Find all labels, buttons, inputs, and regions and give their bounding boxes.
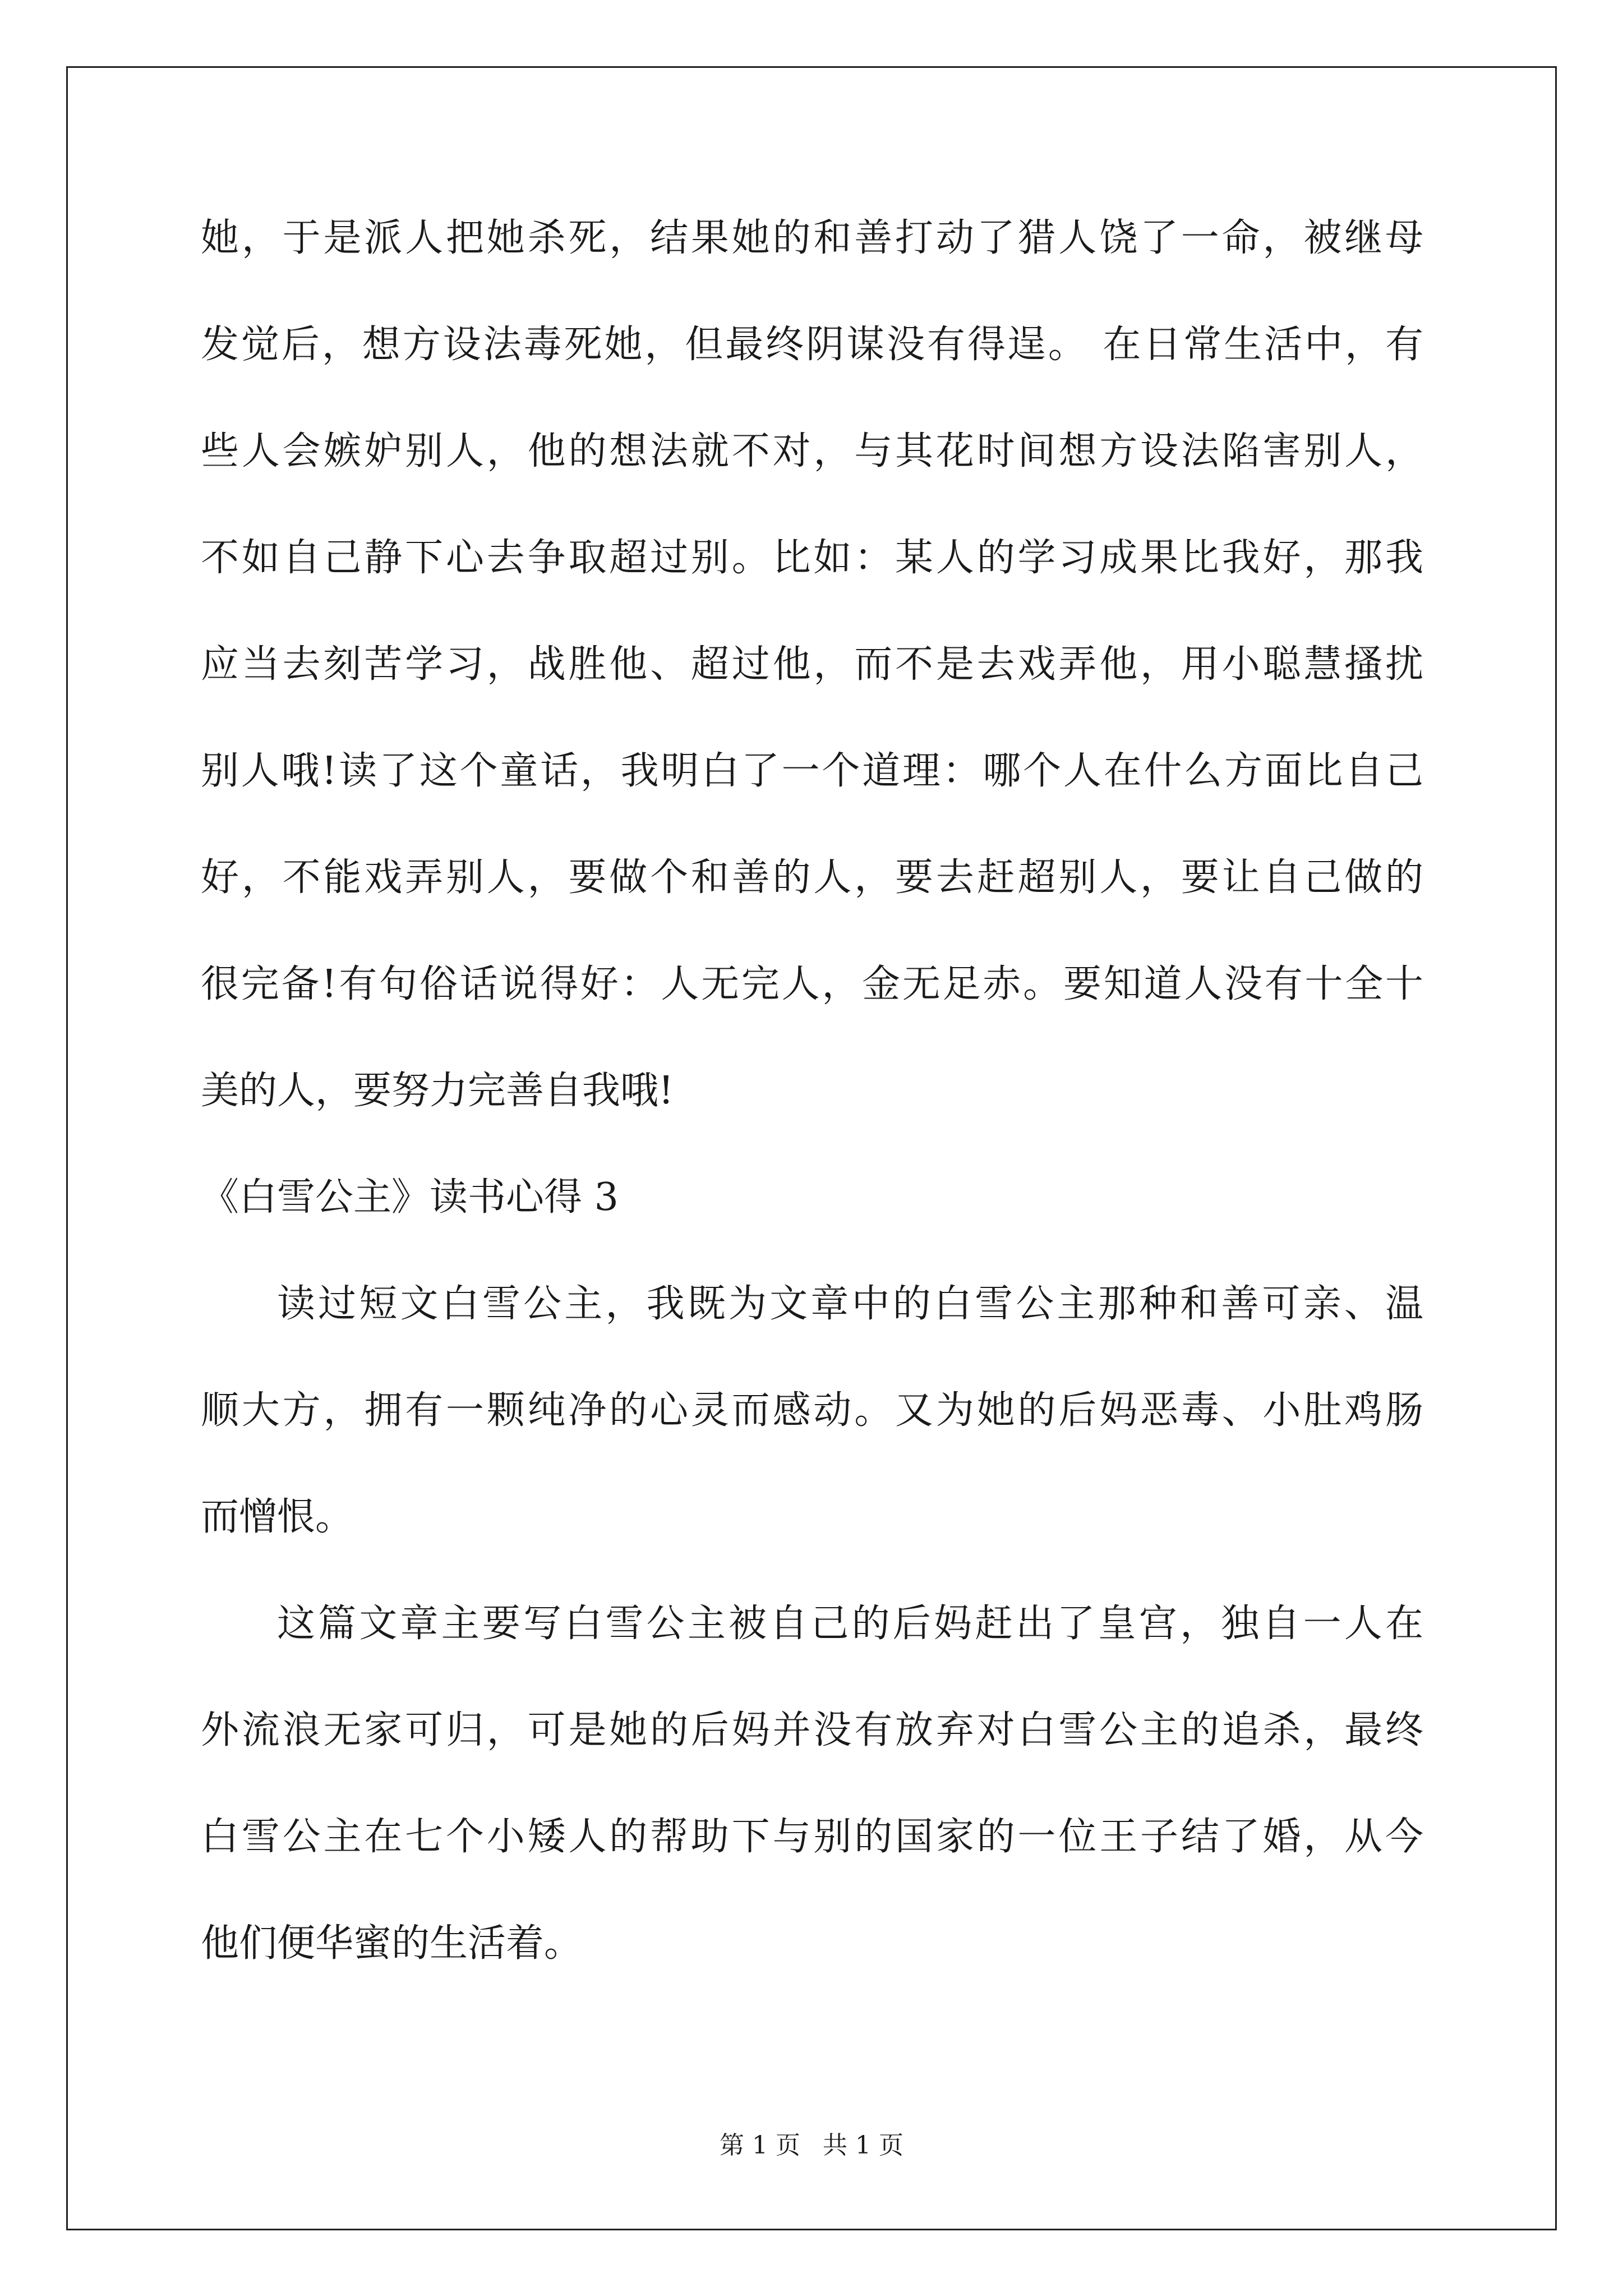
paragraph-3 [201,1571,1423,1997]
text-line: 发觉后，想方设法毒死她，但最终阴谋没有得逞。 在日常生活中，有 [201,323,1423,367]
text-line: 很完备!有句俗话说得好：人无完人，金无足赤。要知道人没有十全十 [201,962,1423,1006]
text-line: 顺大方，拥有一颗纯净的心灵而感动。又为她的后妈恶毒、小肚鸡肠 [201,1388,1423,1433]
text-line: 而憎恨。 [201,1495,354,1539]
text-line: 不如自己静下心去争取超过别。比如：某人的学习成果比我好，那我 [201,536,1423,580]
text-line: 些人会嫉妒别人，他的想法就不对，与其花时间想方设法陷害别人， [201,429,1423,473]
page-number: 第 1 页 [720,2131,800,2160]
document-body [201,185,1423,1997]
text-line: 这篇文章主要写白雪公主被自己的后妈赶出了皇宫，独自一人在 [277,1602,1423,1646]
text-line: 白雪公主在七个小矮人的帮助下与别的国家的一位王子结了婚，从今 [201,1815,1423,1859]
text-line: 好，不能戏弄别人，要做个和善的人，要去赶超别人，要让自己做的 [201,855,1423,900]
text-line: 她，于是派人把她杀死，结果她的和善打动了猎人饶了一命，被继母 [201,216,1423,260]
text-line: 别人哦!读了这个童话，我明白了一个道理：哪个人在什么方面比自己 [201,749,1423,793]
text-line: 他们便华蜜的生活着。 [201,1921,583,1966]
page-footer [0,2129,1623,2162]
paragraph-2 [201,1251,1423,1571]
section-heading: 《白雪公主》读书心得 3 [201,1175,619,1220]
text-line: 应当去刻苦学习，战胜他、超过他，而不是去戏弄他，用小聪慧搔扰 [201,642,1423,687]
text-line: 美的人，要努力完善自我哦! [201,1069,674,1113]
page-total: 共 1 页 [823,2131,903,2160]
text-line: 读过短文白雪公主，我既为文章中的白雪公主那种和善可亲、温 [277,1282,1423,1326]
text-line: 外流浪无家可归，可是她的后妈并没有放弃对白雪公主的追杀，最终 [201,1708,1423,1752]
paragraph-1 [201,185,1423,1144]
